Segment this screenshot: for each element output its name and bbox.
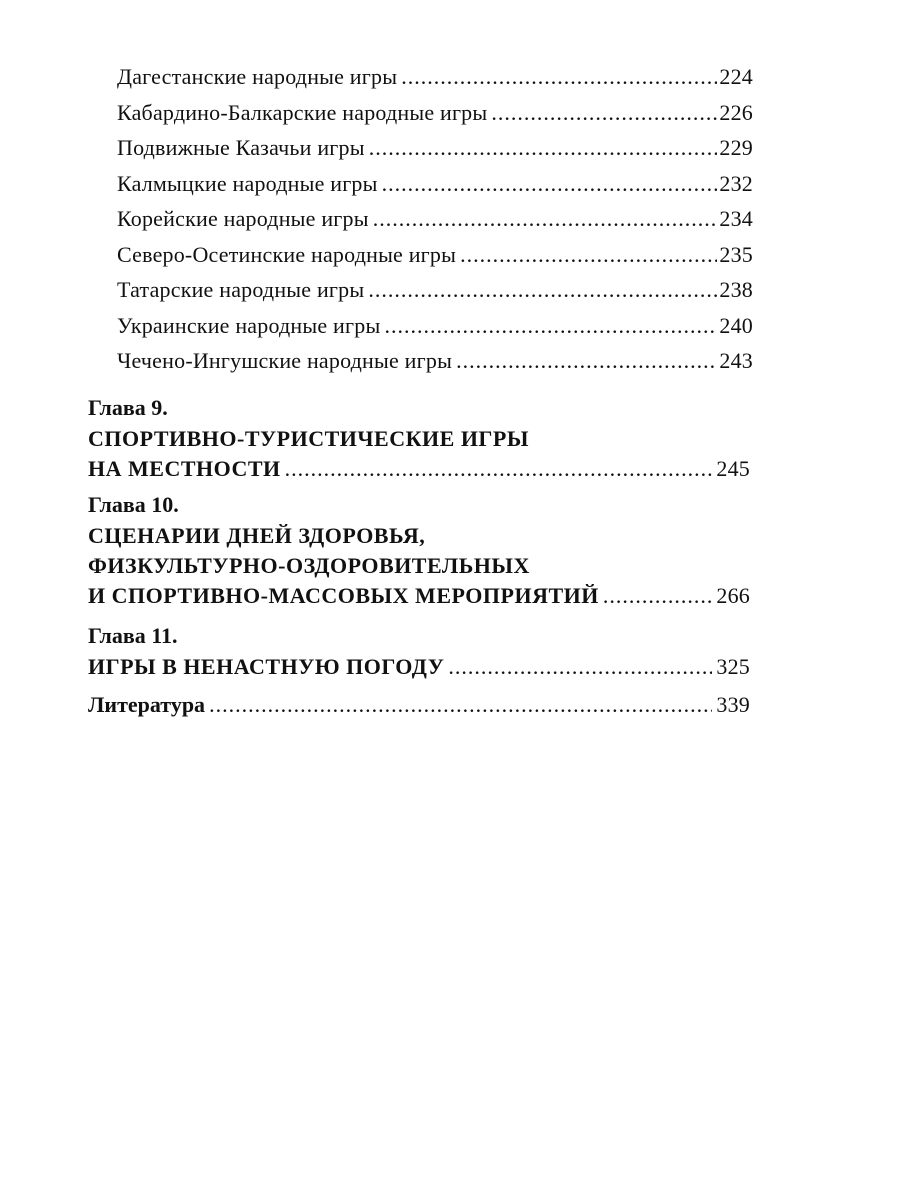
toc-leader-dots: [448, 652, 712, 682]
toc-entry: [117, 313, 753, 349]
chapter-title-text: И СПОРТИВНО-МАССОВЫХ МЕРОПРИЯТИЙ: [88, 583, 599, 608]
toc-entry-page: 238: [719, 277, 753, 302]
toc-entry: [117, 64, 753, 100]
toc-entry-title: Чечено-Ингушские народные игры: [117, 348, 453, 373]
toc-entry-title: Корейские народные игры: [117, 206, 369, 231]
chapter-label: Глава 10.: [88, 492, 179, 517]
toc-leader-dots: [382, 171, 718, 197]
toc-entry: [117, 100, 753, 136]
toc-leader-dots: [460, 242, 717, 268]
toc-entry-title: Северо-Осетинские народные игры: [117, 241, 457, 267]
toc-entry-page: 243: [719, 348, 753, 373]
toc-leader-dots: [456, 348, 717, 374]
toc-entry-title: Кабардино-Балкарские народные игры: [117, 99, 488, 125]
chapter-label: Глава 9.: [88, 395, 168, 420]
chapter-title-line: ФИЗКУЛЬТУРНО-ОЗДОРОВИТЕЛЬНЫХ: [88, 553, 530, 578]
toc-leader-dots: [373, 206, 718, 232]
toc-chapter-10: [88, 491, 750, 611]
toc-leader-dots: [369, 135, 718, 161]
chapter-page: 245: [716, 456, 750, 481]
chapter-label: Глава 11.: [88, 623, 178, 648]
toc-leader-dots: [401, 64, 717, 90]
toc-entry-page: 235: [719, 241, 753, 267]
toc-leader-dots: [491, 100, 717, 126]
toc-leader-dots: [368, 277, 717, 303]
toc-entry-page: 226: [719, 99, 753, 125]
toc-chapter-9: [88, 394, 750, 484]
toc-sub-entries: [117, 64, 753, 384]
toc-entry-title: Татарские народные игры: [117, 277, 365, 302]
toc-entry: [117, 135, 753, 171]
toc-entry: [117, 348, 753, 384]
chapter-title-last-line: [88, 454, 750, 484]
chapter-title-text: НА МЕСТНОСТИ: [88, 456, 281, 481]
toc-entry-title: Украинские народные игры: [117, 312, 381, 338]
chapter-title-line: СПОРТИВНО-ТУРИСТИЧЕСКИЕ ИГРЫ: [88, 426, 529, 451]
toc-entry-page: 232: [719, 170, 753, 196]
chapter-title-last-line: [88, 652, 750, 682]
chapter-page: 266: [716, 583, 750, 608]
toc-entry-page: 224: [719, 64, 753, 89]
toc-leader-dots: [384, 313, 717, 339]
toc-literature: [88, 690, 750, 720]
toc-leader-dots: [603, 581, 713, 611]
toc-leader-dots: [285, 454, 713, 484]
chapter-title-last-line: [88, 581, 750, 611]
toc-entry-title: Подвижные Казачьи игры: [117, 135, 365, 160]
toc-entry: [117, 242, 753, 278]
toc-entry: [117, 277, 753, 313]
chapter-page: 325: [716, 654, 750, 679]
toc-entry-title: Калмыцкие народные игры: [117, 170, 378, 196]
toc-leader-dots: [209, 690, 712, 720]
literature-title: Литература: [88, 692, 206, 717]
toc-entry-page: 234: [719, 206, 753, 231]
toc-entry: [117, 171, 753, 207]
toc-entry-page: 229: [719, 135, 753, 160]
toc-entry-title: Дагестанские народные игры: [117, 64, 398, 89]
toc-entry: [117, 206, 753, 242]
literature-page: 339: [716, 692, 750, 717]
toc-chapter-11: [88, 622, 750, 682]
chapter-title-line: СЦЕНАРИИ ДНЕЙ ЗДОРОВЬЯ,: [88, 523, 426, 548]
chapter-title-text: ИГРЫ В НЕНАСТНУЮ ПОГОДУ: [88, 654, 445, 679]
toc-entry-page: 240: [719, 312, 753, 338]
